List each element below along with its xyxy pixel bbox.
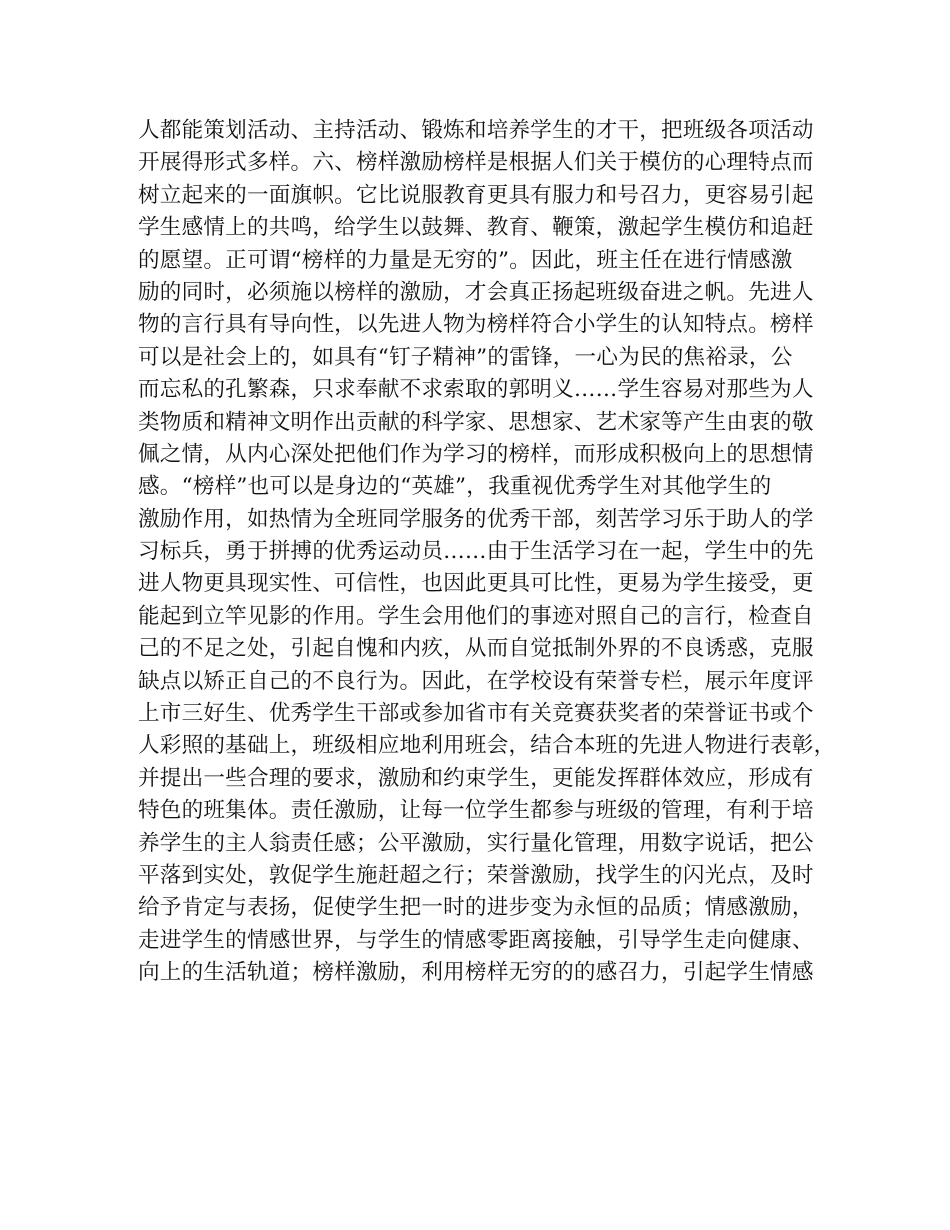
text-line: 平落到实处，敦促学生施赶超之行；荣誉激励，找学生的闪光点，及时 <box>138 862 814 888</box>
text-line: 并提出一些合理的要求，激励和约束学生，更能发挥群体效应，形成有 <box>138 765 814 791</box>
text-line: 激励作用，如热情为全班同学服务的优秀干部，刻苦学习乐于助人的学 <box>138 506 814 532</box>
text-line: 己的不足之处，引起自愧和内疚，从而自觉抵制外界的不良诱惑，克服 <box>138 636 814 662</box>
text-line: 上市三好生、优秀学生干部或参加省市有关竞赛获奖者的荣誉证书或个 <box>138 701 814 727</box>
text-line: 人都能策划活动、主持活动、锻炼和培养学生的才干，把班级各项活动 <box>138 118 814 143</box>
text-line: 给予肯定与表扬，促使学生把一时的进步变为永恒的品质；情感激励， <box>138 895 814 921</box>
text-line: 习标兵，勇于拼搏的优秀运动员……由于生活学习在一起，学生中的先 <box>138 539 814 565</box>
text-line: 养学生的主人翁责任感；公平激励，实行量化管理，用数字说话，把公 <box>138 830 814 856</box>
text-line: 特色的班集体。责任激励，让每一位学生都参与班级的管理，有利于培 <box>138 798 814 824</box>
text-line: 可以是社会上的，如具有“钉子精神”的雷锋，一心为民的焦裕录，公 <box>138 344 793 370</box>
text-line: 感。“榜样”也可以是身边的“英雄”，我重视优秀学生对其他学生的 <box>138 474 772 500</box>
body-text <box>138 115 838 990</box>
text-line: 走进学生的情感世界，与学生的情感零距离接触，引导学生走向健康、 <box>138 927 814 953</box>
text-line: 缺点以矫正自己的不良行为。因此，在学校设有荣誉专栏，展示年度评 <box>138 668 814 694</box>
text-line: 向上的生活轨道；榜样激励，利用榜样无穷的的感召力，引起学生情感 <box>138 960 814 986</box>
text-line: 能起到立竿见影的作用。学生会用他们的事迹对照自己的言行，检查自 <box>138 603 814 629</box>
text-line: 树立起来的一面旗帜。它比说服教育更具有服力和号召力，更容易引起 <box>138 182 814 208</box>
text-line: 类物质和精神文明作出贡献的科学家、思想家、艺术家等产生由衷的敬 <box>138 409 814 435</box>
text-line: 而忘私的孔繁森，只求奉献不求索取的郭明义……学生容易对那些为人 <box>138 377 814 403</box>
text-line: 开展得形式多样。六、榜样激励榜样是根据人们关于模仿的心理特点而 <box>138 150 814 176</box>
text-line: 进人物更具现实性、可信性，也因此更具可比性，更易为学生接受，更 <box>138 571 814 597</box>
text-line: 佩之情，从内心深处把他们作为学习的榜样，而形成积极向上的思想情 <box>138 441 814 467</box>
text-line: 的愿望。正可谓“榜样的力量是无穷的”。因此，班主任在进行情感激 <box>138 247 793 273</box>
text-line: 人彩照的基础上，班级相应地利用班会，结合本班的先进人物进行表彰， <box>138 733 836 759</box>
text-line: 物的言行具有导向性，以先进人物为榜样符合小学生的认知特点。榜样 <box>138 312 814 338</box>
text-line: 学生感情上的共鸣，给学生以鼓舞、教育、鞭策，激起学生模仿和追赶 <box>138 215 814 241</box>
text-line: 励的同时，必须施以榜样的激励，才会真正扬起班级奋进之帆。先进人 <box>138 279 814 305</box>
